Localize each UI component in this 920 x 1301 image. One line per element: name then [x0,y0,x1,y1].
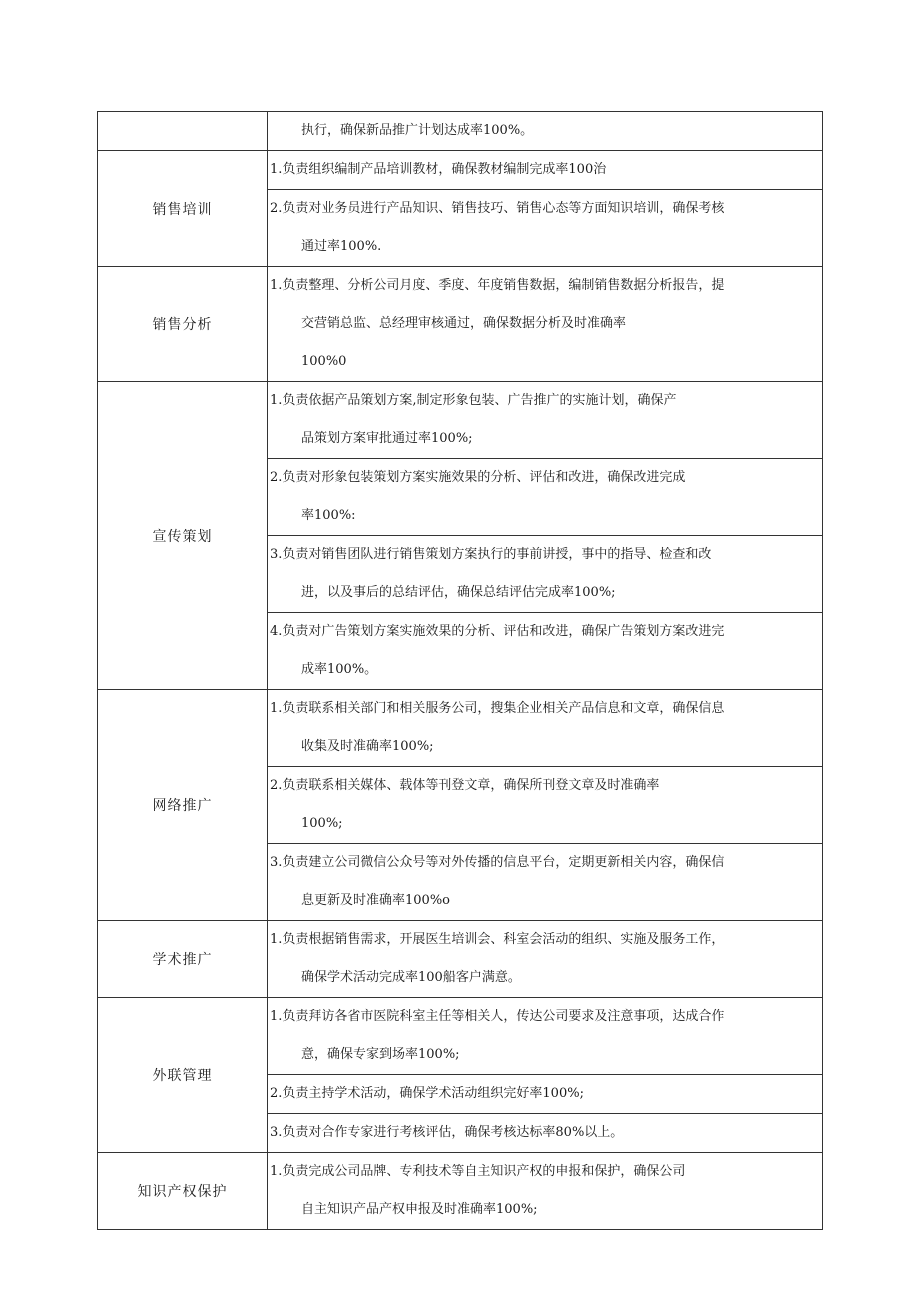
duty-line: 100%0 [301,354,347,369]
table-row [98,382,823,459]
duty-line: 自主知识产品产权申报及时准确率100%; [301,1202,538,1217]
category-cell: 知识产权保护 [98,1153,268,1230]
category-cell [98,112,268,151]
duty-item-cell [268,613,823,690]
category-cell: 销售培训 [98,151,268,267]
duty-item-cell [268,151,823,190]
duty-line: 1.负责整理、分析公司月度、季度、年度销售数据，编制销售数据分析报告，提 [270,278,725,293]
duty-line: 率100%: [301,508,356,523]
table-row [98,1153,823,1230]
category-cell: 销售分析 [98,267,268,382]
duty-line: 通过率100%. [301,239,382,254]
category-cell: 宣传策划 [98,382,268,690]
duty-line: 4.负责对广告策划方案实施效果的分析、评估和改进，确保广告策划方案改进完 [270,624,725,639]
duty-line: 确保学术活动完成率100船客户满意。 [301,970,521,985]
duty-item-cell [268,1153,823,1230]
duty-line: 交营销总监、总经理审核通过，确保数据分析及时准确率 [301,316,627,331]
category-cell: 学术推广 [98,921,268,998]
duty-line: 收集及时准确率100%; [301,739,434,754]
duty-item-cell [268,998,823,1075]
duty-item-cell [268,767,823,844]
duty-item-cell [268,921,823,998]
duty-line: 1.负责根据销售需求，开展医生培训会、科室会活动的组织、实施及服务工作， [270,932,725,947]
duty-table-body [98,112,823,1230]
table-row [98,690,823,767]
duty-line: 1.负责依据产品策划方案,制定形象包装、广告推广的实施计划，确保产 [270,393,677,408]
duty-line: 3.负责对销售团队进行销售策划方案执行的事前讲授，事中的指导、检查和改 [270,547,712,562]
duty-item-cell [268,382,823,459]
duty-line: 2.负责对业务员进行产品知识、销售技巧、销售心态等方面知识培训，确保考核 [270,201,725,216]
duty-table [97,111,823,1230]
duty-line: 1.负责完成公司品牌、专利技术等自主知识产权的申报和保护，确保公司 [270,1164,686,1179]
duty-line: 意，确保专家到场率100%; [301,1047,460,1062]
duty-line: 执行，确保新品推广计划达成率100%。 [301,123,534,138]
duty-line: 100%; [301,816,343,831]
duty-line: 2.负责主持学术活动，确保学术活动组织完好率100%; [270,1086,584,1101]
duty-line: 进，以及事后的总结评估，确保总结评估完成率100%; [301,585,616,600]
table-row [98,921,823,998]
duty-item-cell [268,1114,823,1153]
duty-item-cell [268,459,823,536]
duty-item-cell [268,1075,823,1114]
duty-item-cell [268,690,823,767]
category-cell: 网络推广 [98,690,268,921]
duty-item-cell [268,190,823,267]
duty-item-cell [268,536,823,613]
duty-item-cell [268,267,823,382]
duty-line: 1.负责组织编制产品培训教材，确保教材编制完成率100治 [270,162,607,177]
category-cell: 外联管理 [98,998,268,1153]
duty-item-cell [268,112,823,151]
duty-line: 3.负责建立公司微信公众号等对外传播的信息平台，定期更新相关内容，确保信 [270,855,725,870]
duty-line: 2.负责对形象包装策划方案实施效果的分析、评估和改进，确保改进完成 [270,470,686,485]
duty-line: 2.负责联系相关媒体、载体等刊登文章，确保所刊登文章及时准确率 [270,778,660,793]
table-row [98,151,823,190]
duty-line: 1.负责联系相关部门和相关服务公司，搜集企业相关产品信息和文章，确保信息 [270,701,725,716]
duty-line: 3.负责对合作专家进行考核评估，确保考核达标率80%以上。 [270,1125,624,1140]
duty-line: 品策划方案审批通过率100%; [301,431,473,446]
table-row [98,998,823,1075]
duty-item-cell [268,844,823,921]
duty-line: 1.负责拜访各省市医院科室主任等相关人，传达公司要求及注意事项，达成合作 [270,1009,725,1024]
table-row [98,112,823,151]
duty-line: 成率100%。 [301,662,378,677]
table-row [98,267,823,382]
duty-line: 息更新及时准确率100%o [301,893,450,908]
